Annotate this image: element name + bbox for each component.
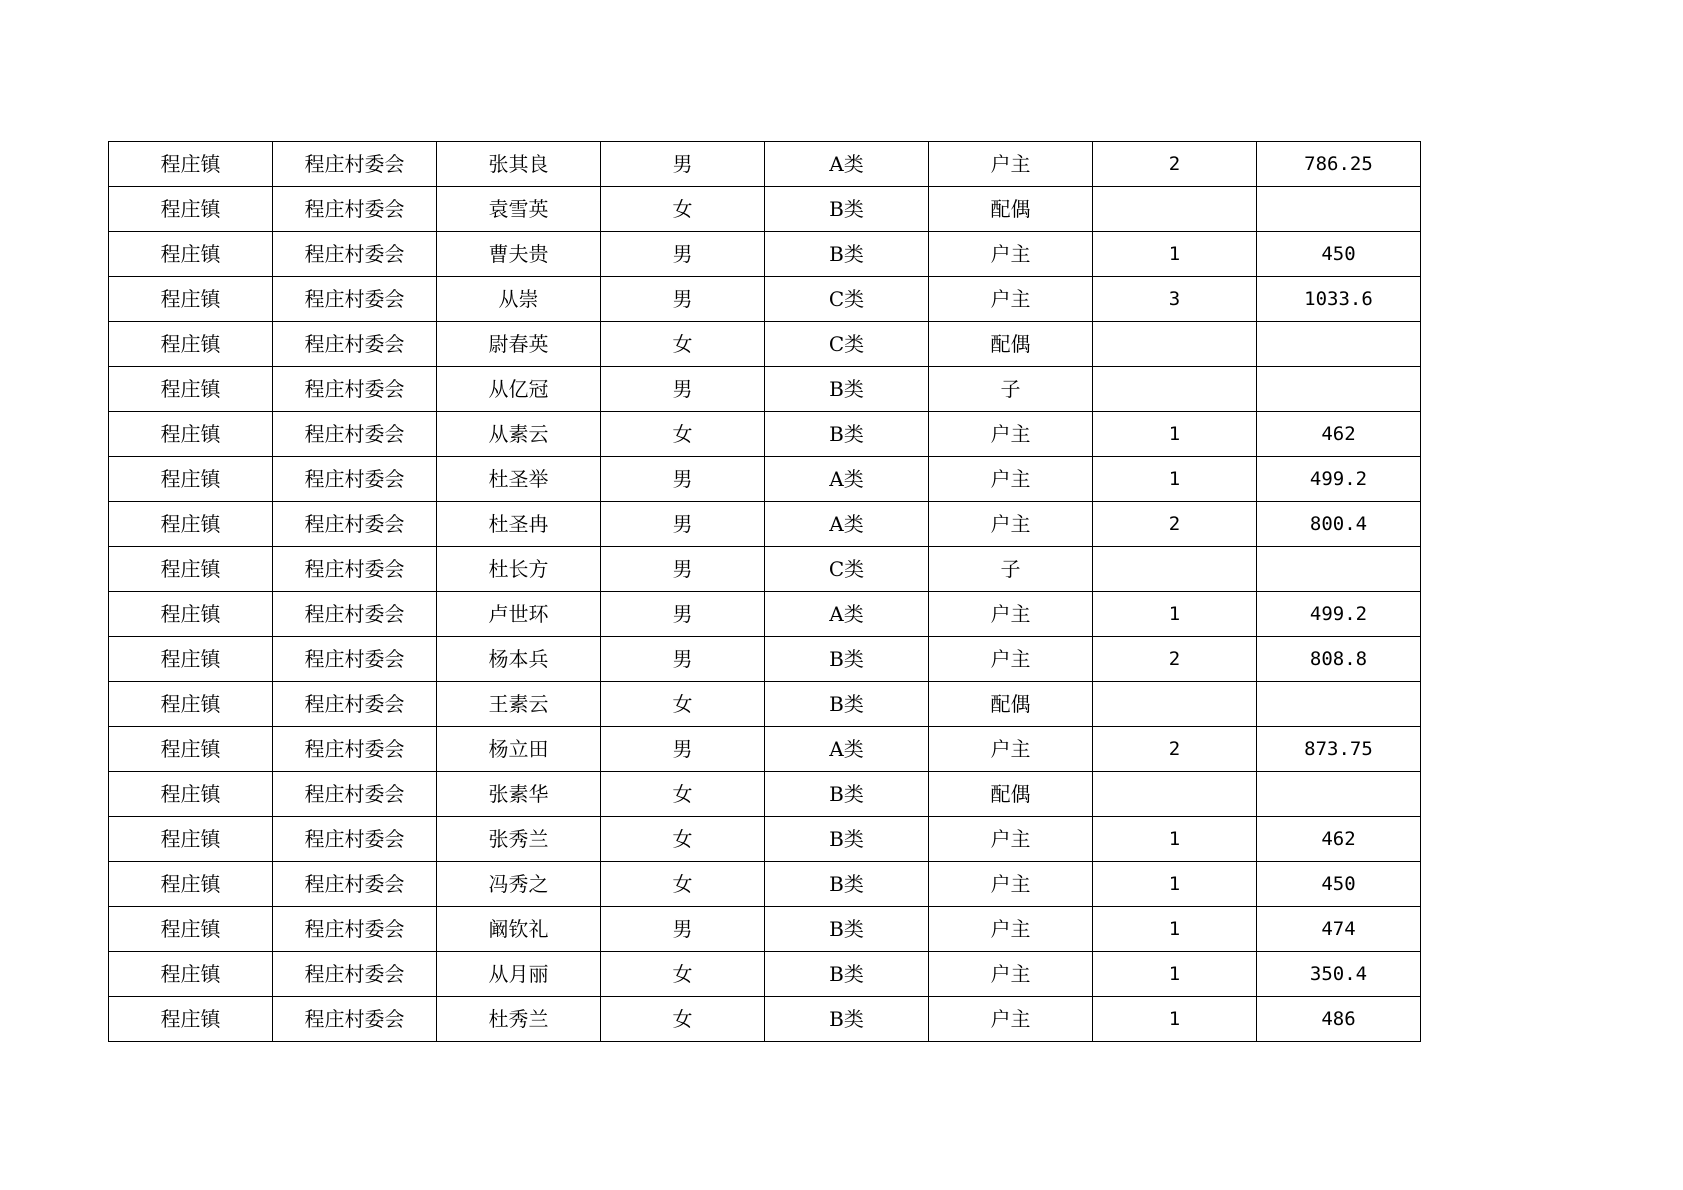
cell-town: 程庄镇 (109, 502, 273, 547)
cell-village-committee: 程庄村委会 (273, 817, 437, 862)
cell-relation: 配偶 (929, 187, 1093, 232)
cell-town: 程庄镇 (109, 997, 273, 1042)
cell-category: B类 (765, 682, 929, 727)
cell-name: 杜圣举 (437, 457, 601, 502)
cell-category: B类 (765, 232, 929, 277)
cell-household-size: 1 (1093, 232, 1257, 277)
cell-household-size (1093, 187, 1257, 232)
cell-category: A类 (765, 502, 929, 547)
cell-relation: 户主 (929, 592, 1093, 637)
cell-category: C类 (765, 547, 929, 592)
table-row (109, 727, 1421, 772)
cell-village-committee: 程庄村委会 (273, 862, 437, 907)
cell-gender: 男 (601, 277, 765, 322)
cell-relation: 子 (929, 367, 1093, 412)
cell-amount (1257, 682, 1421, 727)
cell-gender: 男 (601, 457, 765, 502)
cell-name: 张其良 (437, 142, 601, 187)
cell-household-size: 1 (1093, 997, 1257, 1042)
cell-village-committee: 程庄村委会 (273, 367, 437, 412)
cell-town: 程庄镇 (109, 682, 273, 727)
cell-relation: 子 (929, 547, 1093, 592)
cell-village-committee: 程庄村委会 (273, 502, 437, 547)
cell-category: A类 (765, 592, 929, 637)
cell-category: C类 (765, 277, 929, 322)
cell-amount (1257, 772, 1421, 817)
cell-town: 程庄镇 (109, 772, 273, 817)
cell-village-committee: 程庄村委会 (273, 952, 437, 997)
cell-name: 张素华 (437, 772, 601, 817)
cell-gender: 女 (601, 772, 765, 817)
cell-category: C类 (765, 322, 929, 367)
cell-relation: 户主 (929, 142, 1093, 187)
cell-gender: 男 (601, 142, 765, 187)
cell-category: A类 (765, 457, 929, 502)
table-row (109, 322, 1421, 367)
cell-name: 王素云 (437, 682, 601, 727)
cell-name: 卢世环 (437, 592, 601, 637)
cell-town: 程庄镇 (109, 232, 273, 277)
cell-village-committee: 程庄村委会 (273, 322, 437, 367)
cell-village-committee: 程庄村委会 (273, 232, 437, 277)
cell-household-size: 2 (1093, 142, 1257, 187)
cell-village-committee: 程庄村委会 (273, 637, 437, 682)
roster-sheet (108, 141, 1421, 1042)
cell-household-size: 1 (1093, 412, 1257, 457)
cell-category: B类 (765, 367, 929, 412)
cell-amount: 450 (1257, 862, 1421, 907)
cell-name: 曹夫贵 (437, 232, 601, 277)
roster-table (108, 141, 1421, 1042)
cell-household-size (1093, 322, 1257, 367)
cell-town: 程庄镇 (109, 277, 273, 322)
cell-name: 杜圣冉 (437, 502, 601, 547)
table-row (109, 142, 1421, 187)
cell-category: B类 (765, 772, 929, 817)
table-row (109, 772, 1421, 817)
cell-village-committee: 程庄村委会 (273, 187, 437, 232)
cell-household-size: 1 (1093, 457, 1257, 502)
cell-name: 从月丽 (437, 952, 601, 997)
cell-amount: 462 (1257, 412, 1421, 457)
cell-amount: 1033.6 (1257, 277, 1421, 322)
table-row (109, 637, 1421, 682)
cell-amount (1257, 322, 1421, 367)
cell-category: B类 (765, 907, 929, 952)
cell-category: A类 (765, 727, 929, 772)
cell-gender: 女 (601, 682, 765, 727)
cell-gender: 男 (601, 232, 765, 277)
table-row (109, 277, 1421, 322)
cell-town: 程庄镇 (109, 907, 273, 952)
cell-household-size: 2 (1093, 727, 1257, 772)
table-row (109, 457, 1421, 502)
cell-village-committee: 程庄村委会 (273, 412, 437, 457)
cell-gender: 女 (601, 997, 765, 1042)
cell-gender: 男 (601, 367, 765, 412)
cell-relation: 户主 (929, 817, 1093, 862)
cell-village-committee: 程庄村委会 (273, 547, 437, 592)
cell-town: 程庄镇 (109, 142, 273, 187)
cell-gender: 女 (601, 187, 765, 232)
cell-amount: 450 (1257, 232, 1421, 277)
cell-category: B类 (765, 412, 929, 457)
cell-relation: 户主 (929, 412, 1093, 457)
cell-name: 杨立田 (437, 727, 601, 772)
cell-amount (1257, 547, 1421, 592)
table-row (109, 547, 1421, 592)
cell-household-size (1093, 367, 1257, 412)
cell-town: 程庄镇 (109, 727, 273, 772)
cell-town: 程庄镇 (109, 367, 273, 412)
cell-gender: 女 (601, 322, 765, 367)
table-row (109, 367, 1421, 412)
cell-relation: 配偶 (929, 682, 1093, 727)
cell-gender: 女 (601, 412, 765, 457)
cell-relation: 户主 (929, 637, 1093, 682)
cell-village-committee: 程庄村委会 (273, 907, 437, 952)
cell-category: B类 (765, 637, 929, 682)
cell-category: B类 (765, 817, 929, 862)
cell-relation: 户主 (929, 907, 1093, 952)
cell-gender: 男 (601, 727, 765, 772)
cell-village-committee: 程庄村委会 (273, 142, 437, 187)
table-row (109, 907, 1421, 952)
table-row (109, 232, 1421, 277)
cell-gender: 女 (601, 862, 765, 907)
cell-relation: 户主 (929, 277, 1093, 322)
cell-town: 程庄镇 (109, 187, 273, 232)
cell-name: 张秀兰 (437, 817, 601, 862)
cell-village-committee: 程庄村委会 (273, 772, 437, 817)
cell-relation: 户主 (929, 862, 1093, 907)
cell-relation: 户主 (929, 997, 1093, 1042)
table-row (109, 412, 1421, 457)
cell-town: 程庄镇 (109, 637, 273, 682)
cell-relation: 户主 (929, 952, 1093, 997)
cell-name: 阚钦礼 (437, 907, 601, 952)
cell-name: 从亿冠 (437, 367, 601, 412)
cell-town: 程庄镇 (109, 322, 273, 367)
cell-household-size: 2 (1093, 637, 1257, 682)
cell-town: 程庄镇 (109, 862, 273, 907)
cell-town: 程庄镇 (109, 547, 273, 592)
cell-household-size (1093, 772, 1257, 817)
cell-amount (1257, 187, 1421, 232)
cell-household-size (1093, 682, 1257, 727)
cell-amount: 350.4 (1257, 952, 1421, 997)
cell-village-committee: 程庄村委会 (273, 457, 437, 502)
cell-name: 从素云 (437, 412, 601, 457)
cell-name: 杨本兵 (437, 637, 601, 682)
cell-amount: 486 (1257, 997, 1421, 1042)
cell-household-size: 1 (1093, 862, 1257, 907)
table-row (109, 592, 1421, 637)
cell-village-committee: 程庄村委会 (273, 682, 437, 727)
cell-name: 杜秀兰 (437, 997, 601, 1042)
cell-gender: 男 (601, 907, 765, 952)
cell-village-committee: 程庄村委会 (273, 997, 437, 1042)
cell-town: 程庄镇 (109, 592, 273, 637)
cell-village-committee: 程庄村委会 (273, 592, 437, 637)
cell-relation: 户主 (929, 457, 1093, 502)
cell-household-size: 1 (1093, 817, 1257, 862)
cell-household-size: 1 (1093, 592, 1257, 637)
table-row (109, 817, 1421, 862)
cell-household-size (1093, 547, 1257, 592)
table-row (109, 187, 1421, 232)
cell-name: 冯秀之 (437, 862, 601, 907)
cell-town: 程庄镇 (109, 817, 273, 862)
table-row (109, 502, 1421, 547)
table-row (109, 862, 1421, 907)
cell-gender: 男 (601, 592, 765, 637)
cell-gender: 女 (601, 952, 765, 997)
cell-town: 程庄镇 (109, 457, 273, 502)
cell-amount: 873.75 (1257, 727, 1421, 772)
cell-household-size: 1 (1093, 907, 1257, 952)
cell-village-committee: 程庄村委会 (273, 277, 437, 322)
cell-gender: 女 (601, 817, 765, 862)
cell-household-size: 3 (1093, 277, 1257, 322)
cell-category: B类 (765, 187, 929, 232)
cell-gender: 男 (601, 637, 765, 682)
cell-village-committee: 程庄村委会 (273, 727, 437, 772)
cell-relation: 户主 (929, 232, 1093, 277)
cell-category: A类 (765, 142, 929, 187)
roster-table-body (109, 142, 1421, 1042)
cell-amount: 800.4 (1257, 502, 1421, 547)
cell-amount: 499.2 (1257, 457, 1421, 502)
cell-relation: 配偶 (929, 322, 1093, 367)
cell-household-size: 1 (1093, 952, 1257, 997)
cell-name: 杜长方 (437, 547, 601, 592)
cell-amount (1257, 367, 1421, 412)
cell-amount: 462 (1257, 817, 1421, 862)
cell-town: 程庄镇 (109, 952, 273, 997)
cell-household-size: 2 (1093, 502, 1257, 547)
cell-relation: 户主 (929, 727, 1093, 772)
cell-category: B类 (765, 862, 929, 907)
cell-category: B类 (765, 952, 929, 997)
table-row (109, 682, 1421, 727)
table-row (109, 952, 1421, 997)
cell-name: 从崇 (437, 277, 601, 322)
cell-name: 尉春英 (437, 322, 601, 367)
cell-name: 袁雪英 (437, 187, 601, 232)
cell-relation: 户主 (929, 502, 1093, 547)
cell-amount: 808.8 (1257, 637, 1421, 682)
cell-town: 程庄镇 (109, 412, 273, 457)
table-row (109, 997, 1421, 1042)
cell-amount: 786.25 (1257, 142, 1421, 187)
cell-amount: 474 (1257, 907, 1421, 952)
cell-gender: 男 (601, 547, 765, 592)
cell-amount: 499.2 (1257, 592, 1421, 637)
cell-category: B类 (765, 997, 929, 1042)
cell-gender: 男 (601, 502, 765, 547)
cell-relation: 配偶 (929, 772, 1093, 817)
